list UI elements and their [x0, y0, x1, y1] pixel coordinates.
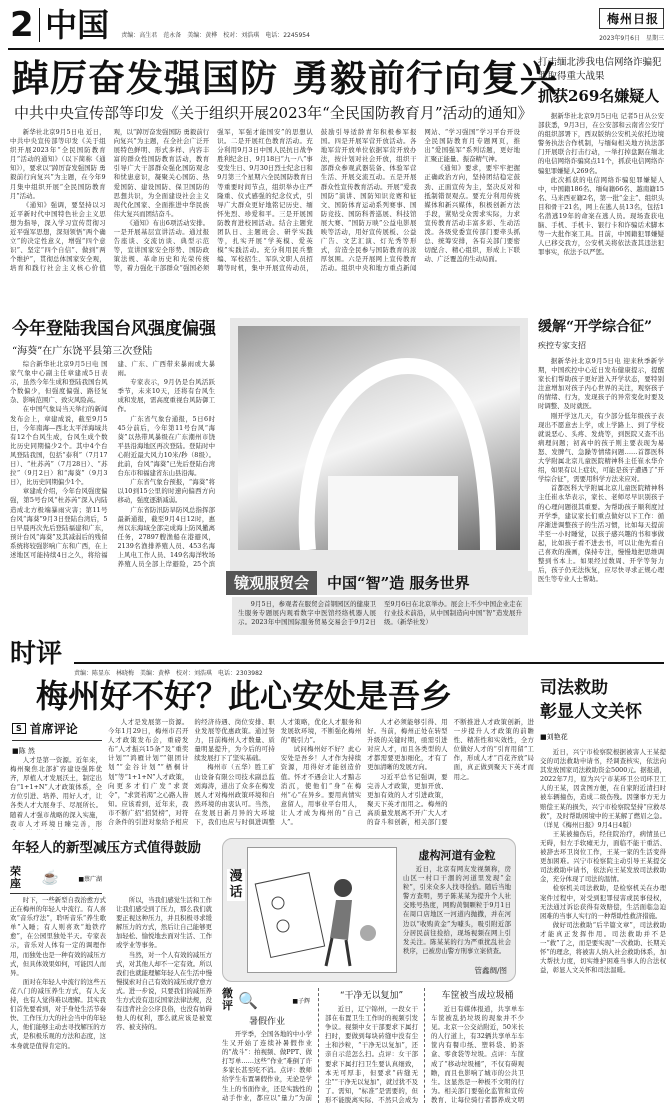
typhoon-subheadline: “海葵”在广东饶平县第三次登陆: [12, 346, 153, 357]
micro-item-title: “干净无以复加”: [339, 991, 404, 1001]
paragraph: 《通知》布出6项活动安排。一是开展基层宣讲活动。通过报告座谈、交流访谈、典型示范等，宣讲国家安全形势、国防政策法规、革命历史和光荣传统等，着力强化干部群众“强国必须强军，军强才能国安”的思想认识。二是开展红色教育活动。充分利用9月3日中国人民抗日战争胜利纪念日、9月18日“九一八”事变发生日、9月30日烈士纪念日和9月第三个星期六全民国防教育日等重要时间节点，组织举办庄严隆重、仪式感强的纪念仪式，引导广大群众更好地铭记历史、缅怀先烈、珍爱和平。三是开展国防教育进校园活动。结合主题党团队日、主题班会、研学实践等，扎实开展“学英模、爱英模”实践活动。充分利用民兵整编、军校招生、军队文职人员招聘等时机，集中开展宣传动员，鼓励引导适龄青年积极参军报国。四是开展军营开放活动。各地军营开放单位依据军营开放办法，按计划对社会开放，组织干部群众参观武器装备、体验军营生活、开展交流互动。五是开展群众性宣传教育活动。开展“爱我国防”演讲、国防知识竞赛和征文、国防体育运动系列赛事、国防竞技、国防科普巡展、科技馆展大赛、“国防万映”公益电影展映等活动，用好宣传展板、公益广告、文艺汇演、灯光秀等形式，营造全民参与国防教育的浓厚氛围。六是开展网上宣传教育活动。组织中央和地方重点新闻网站、“学习强国”学习平台开设全民国防教育月专题网页，推出“爱国强军”系列话题，更好地汇聚正能量、振奋精气神。: [113, 128, 520, 273]
paragraph: 习近平总书记强调，要完善人才政策，更加开放、更加有效的人才引进政策，聚天下英才而用之。梅州的高质量发展离不开广大人才的奋斗和创新，相关部门要不断推进人才政策创新，进一步提升人才政策的前瞻性、精准性和实效性，全方位做好人才的“引育用留”工作，形成人才“百花齐放”局面，真正做到聚天下英才而用之。: [367, 718, 534, 827]
commentary-section-title: 时评: [10, 639, 63, 669]
author: ■刘艳花: [540, 733, 568, 741]
caption-text: 9月5日，参观者在服贸会首钢园区的健康卫生服务专题展内观看数字中医馆经络机器人展示。2023年中国国际服务贸易交易会于9月2日至9月6日在北京举办。展会上不少中国企业走在行业技术前沿，从中国制造向中国“智”造发展升级。: [238, 600, 522, 627]
paragraph: 新华社北京9月5日电 近日，中共中央宣传部等印发《关于组织开展2023年“全民国防教育月”活动的通知》（以下简称《通知》），要求以“踔厉奋发强国防 勇毅前行向复兴”为主题，在今年9月集中组织开展“全民国防教育月”活动。: [10, 128, 106, 200]
paragraph: 专家表示，9月仍是台风活跃季节，未来10天，还将有台风生成和发展，需高度重视台风防御工作。: [117, 378, 215, 414]
column-name: 微评: [222, 987, 233, 1012]
micro-item-title: 车筐被当成垃圾桶: [441, 991, 514, 1001]
relax-body: [10, 896, 212, 1096]
author: ■陈 然: [12, 747, 35, 755]
judicial-headline-1: 司法救助: [540, 678, 608, 698]
paragraph: 人才是发展第一资源。今年1月29日，梅州市召开人才政策发布会，重磅发布“人才振兴15条”及“重奖计划”“鸿雁计划”“银团计划”“金谷计划”“梧桐计划”等“1+1+N”人才政策，向更多才们广发“求贤令”，“求贤若渴”之心路人皆知。应该看到，近年来，我市不断广招“招贤榜”，对符合条件的引进对象给予相应的经济待遇、岗位安排、职业发展等优惠政策。通过努力，目前梅州人才数量、质量明显提升，为今后的可持续发展打下了坚实基础。: [108, 718, 275, 827]
paragraph: 广东省气象台通报，5日6时45分前后，今年第11号台风“海葵”以热带风暴级在广东潮州市饶平县沿海地区再次登陆。登陆时中心附近最大风力10米/秒（8级）。此前，台风“海葵”已先后登陆台湾台东市和福建省东山县沿海。: [117, 414, 215, 478]
issue-date: 2023年9月6日 星期三: [599, 35, 664, 42]
cartoon-box: [222, 838, 516, 982]
paragraph: 广东省气象台预报，“海葵”将以10到15公里的时速向偏西方向移动，强度逐渐减弱。: [117, 478, 215, 505]
micro-item: [318, 988, 418, 1103]
paragraph: 面对在年轻人中流行的这些五花八门的减压养生方式，有人支持，也有人觉得难以理解。其实我们首先要看到，对于身处生活节奏快、工作压力大的社会当中的年轻人，他们能够主动去寻找解压的方式，是积极乐观的方法和态度，这本身就是值得肯定的。: [10, 977, 106, 1050]
lead-body: [10, 128, 520, 304]
paragraph: 检察机关司法救助，是检察机关在办理案件过程中，对受到犯罪侵害或民事侵权，无法通过诉讼获得有效赔偿，生活面临急迫困难的当事人实行的一种帮助性救济措施。: [540, 884, 666, 920]
paragraph: 梅州市（五华）胜工矿山设备有限公司技术副总监刘海涛，道出了众多在梅发展人才对梅州政策环境和自然环境的由衷认可。当然，在发展日新月异的大环境下，我们也应与时俱进调整人才策略，优化人才服务和发展软环境，不断强化梅州的“吸引力”。: [194, 718, 362, 827]
relax-headline: 年轻人的新型减压方式值得鼓励: [12, 840, 201, 856]
paragraph: 时下，一些新型自我治愈方式正在梅州的年轻人中流行。有人喜欢“音乐疗法”，聆听音乐“养生歌单”入睡；有人则喜欢“地铁疗愈”，在公园里独处半天。专家表示，音乐对人体有一定的调理作用，而独处也是一种有效的减压方式，但具体效果如何，可能因人而异。: [10, 896, 106, 977]
paragraph: 所以，当我们感觉生活和工作让我们感受到了压力，那么我们就要正视这种压力，并且积极寻求缓解压力的方式，然后让自己能够更加轻松、愉悦地去面对生活、工作或学业等事务。: [116, 896, 212, 950]
micro-item: [424, 988, 524, 1103]
header-rule: [8, 48, 664, 50]
paragraph: 做好司法救助“后半篇文章”，司法救助才能真正发挥作用。司法救助并不是一“救”了之，而是要实现“一次救助、长期关怀”的理念，将被害人纳入社会救助体系，加大帮扶力度，切实维护困难当事人的合法权益，彰显人文关怀和司法温暖。: [540, 920, 666, 975]
paragraph: 广东省防汛防旱防风总指挥部最新通报，截至9月4日12时，惠州以东海域全部完成海上防风撤离任务，27897艘渔船在港避风，2139名渔排养殖人员、453名海上风电工作人员、149名海洋牧场养殖人员全部上岸避险，25个滨: [117, 505, 215, 569]
relax-column-header: [10, 866, 102, 894]
school-article: [538, 318, 664, 595]
paragraph: 《通知》强调，要坚持以习近平新时代中国特色社会主义思想为指导，深入学习宣传贯彻习近平强军思想，深刻领悟“两个确立”的决定性意义，增强“四个意识”、坚定“四个自信”、做到“两个维护”，贯彻总体国家安全观，培育和践行社会主义核心价值观，以“踔厉奋发强国防 勇毅前行向复兴”为主题，在全社会广泛开展特色鲜明、形式多样、内容丰富的群众性国防教育活动，教育引导广大干部群众强化国防观念和忧患意识，凝聚关心国防、热爱国防、建设国防、保卫国防的思想共识，为全面建设社会主义现代化国家、全面推进中华民族伟大复兴而团结奋斗。: [10, 128, 210, 273]
micro-item-body: 近日有媒体报道，共享单车车筐被乱扔垃圾的现象并不少见。北京一公交站附近，50米长的人行道上，有32辆共享单车车筐内有餐巾纸、塑料袋、奶茶盒、零食袋等垃圾。点评：车筐成了“移动垃圾桶”，不仅有碍观瞻，而且也影响了城市的公共卫生。这显然是一种极不文明的行为。相关部门要强化监管和宣传教育，让每位骑行者都养成文明: [431, 1005, 524, 1103]
commentary-headline: 梅州好不好？此心安处是吾乡: [36, 677, 453, 715]
judicial-headline-2: 彰显人文关怀: [540, 702, 642, 722]
paragraph: 人才是第一资源。近年来，梅州聚焦北部扩容建设强阵优齐，厚植人才发展沃土，制定出台“1+1+N”人才政策体系，全方位引进、培养、用好人才，让各类人才大展身手、尽展所长。随着人才强市战略的深入实施，我市人才环境日臻完善，形: [10, 756, 102, 828]
photo-banner: [226, 571, 532, 595]
cartoon-text: 近日，北京有网友发视频称，房山区一村口干涸的河道里发现“金粒”，引来众多人找寻捡拾。随后当地警方查明，男子陈某某为提升个人社交账号热度，网购黄铜颗粒于9月1日在周口店地区一河道内抛撒，并在河边以“收购黄金”为噱头，吸引附近部分居民前往捡拾，现场视频在网上引发关注。陈某某的行为严重扰乱社会秩序，已被房山警方刑事立案侦查。: [403, 865, 511, 955]
paragraph: 在中国气象局当天举行的新闻发布会上，章建成说，截至9月5日，今年南海—西北太平洋海域共有12个台风生成，台风生成个数比历史同期偏少2个。其中4个台风登陆我国，包括“泰利”（7月17日）、“杜苏芮”（7月28日）、“苏拉”（9月2日）和“海葵”（9月3日），比历史同期偏少1个。: [10, 405, 108, 487]
cartoon-illustration: [247, 847, 397, 973]
section-rule: [74, 662, 664, 664]
commentary-intro: [10, 756, 102, 830]
fraud-kicker: 打击缅北涉我电信网络诈骗犯罪取得重大战果: [538, 57, 662, 82]
chief-commentary-column: [12, 720, 102, 759]
cartoon-credit: 管鑫绸/图: [474, 966, 507, 975]
coffee-cup-icon: ☕: [41, 870, 59, 886]
micro-column-header: [222, 988, 310, 1012]
newspaper-logo: [599, 8, 664, 42]
paragraph: 近日，兴宁市检察院根据被害人王某提交的司法救助申请书，经调查核实，依法向其发放国家司法救助资金5000元。据报道，2022年7月，原为兴宁市某环卫公司环卫工人的王某，因贪图方便，在自家附近清扫时被车辆撞伤，造成二级伤残。因肇事方无力赔偿王某的损失，兴宁市检察院坚持“应救尽救”，及时帮助困境中的王某解了燃眉之急。（详见《梅州日报》9月4日4版）: [540, 748, 666, 829]
banner-title: 中国“智”造 服务世界: [317, 571, 532, 595]
page-credits: 责编：高生君 范永备 美编：黄桦 校对：刘浩琪 电话：2245954: [121, 32, 310, 39]
cartoon-label: 漫话: [227, 869, 245, 901]
micro-item-body: 近日，辽宁锦州，一段女干部在布置卫生工作时的视频引发争议。视频中女干部要求下属打扫时，要做到每块砖缝中没有尘土和沙粒，“干净无以复加”，还亲自示范怎么扫。点评：女干部要求下属打扫卫生要认真细致，本无可厚非，但要求“砖缝无尘”“干净无以复加”，就过犹不及了。需知，“标准”是需要的，但形不能脱离实际，不然只会成为: [325, 1005, 418, 1103]
page-number: 2: [10, 5, 34, 45]
micro-item-title: 暑假作业: [248, 1017, 285, 1027]
paragraph: 此次抓获的电信网络诈骗犯罪嫌疑人中，中国籍186名、缅甸籍66名、越南籍15名、马来西亚籍2名，第一批“金主”、组织头目和骨干21名，网上在逃人员13名，包括1名潜逃19年的命案在逃人员。现场查获电脑、手机、手机卡、银行卡和诈骗话术脚本等一大批作案工具。目前，中国籍犯罪嫌疑人已移交我方，公安机关将依法查其违法犯罪事实，依法予以严惩。: [538, 175, 664, 257]
masthead: [10, 5, 310, 45]
paragraph: 试问梅州好不好？此心安处是吾乡！人才作为持续资源，用得好才能创造价值。怀才不遇会让人才黯志消沉，使他们“身”在梅州“心”在异乡。要用真情实意留人，用事业平台用人，让人才成为梅州的“自己人”。: [280, 745, 362, 827]
expo-photo: [238, 326, 520, 550]
paragraph: 据新华社北京9月5日电 记者5日从公安部获悉，9月3日，在公安部和云南省公安厅的组织部署下，西双版纳公安机关依托边境警务执法合作机制，与缅甸相关地方执法部门开展联合打击行动，一举打掉盘踞在缅北的电信网络诈骗窝点11个，抓获电信网络诈骗犯罪嫌疑人269名。: [538, 112, 664, 175]
section-name: 中国: [45, 6, 110, 44]
paragraph: 据新华社北京9月5日电 迎来秋季新学期，中国疾控中心近日发布健康提示，提醒家长们帮助孩子更好进入开学状态，要特别注意增加对孩子内心世界的关注，观察孩子的情绪、行为，发现孩子的异常变化时要及时调整、及时就医。: [538, 357, 664, 411]
typhoon-headline: 今年登陆我国台风强度偏强: [12, 319, 216, 339]
school-headline: 缓解“开学综合征”: [538, 319, 653, 335]
banner-label: 镜观服贸会: [226, 571, 317, 595]
paragraph: 人才必须能够引得、用好。当前，梅州正处在转型升级的关键时期，亟需引进对应人才，而且各类型的人才都需要更加细化，才有了更加清晰的发展方向。: [367, 718, 448, 772]
lead-headline: 踔厉奋发强国防 勇毅前行向复兴: [12, 56, 558, 100]
photo-feature: [230, 318, 528, 576]
paragraph: 综合新华社北京9月5日电 国家气象中心副主任章建成5日表示，虽然今年生成和登陆我国台风个数偏少，但强度偏强、路径复杂、影响范围广、致灾风险高。: [10, 360, 108, 405]
laptop-icon: S: [12, 723, 26, 734]
cartoon-title: 虚构河道有金粒: [418, 849, 496, 862]
logo-text: 梅州日报: [599, 8, 664, 29]
paragraph: 刚开学这几天，有少部分低年级孩子表现出不愿意去上学，或上学路上、到了学校就说恶心、头疼、发烧等，到医院又查不出病理问题；初高中的孩子则主要表现为易怒、发脾气、急躁等情绪问题……首都医科大学附属北京儿童医院精神科主任崔永华介绍，如果有以上症状，可能是孩子遭遇了“开学综合征”，需要用科学方法来应对。: [538, 411, 664, 484]
typhoon-body: [10, 360, 215, 570]
micro-item-body: 开学季，全国各地的中小学生又开始了连续补暑假作业的“战斗”：拍视频、做PPT、做打写单……这些“作业”难倒了许多家长甚至吃不消。点评：教师给学生布置暑假作业，无论是学生上的书面作业，还是实践性的动手作业，都应以“量力”为前: [222, 1030, 312, 1102]
author: ■蔡广湖: [78, 875, 102, 883]
paragraph: 《通知》要求，要牢牢把握正确政治方向，坚持团结稳定鼓劲、正面宣传为主，坚决反对和抵制错误观点。要充分利用传统媒体和新兴媒体，积极创新方法手段，紧贴受众需求实际，力求宣传教育活动丰富多彩、生动活泼。各级党委宣传部门要牵头抓总、统筹安排，各有关部门要密切配合、精心组织，形成上下联动、广泛覆盖的生动局面。: [424, 164, 520, 264]
paragraph: 王某被撞伤后，经住院治疗，病情虽已无碍，但左手软瘫无力，面临不能干重活、被辞去环卫岗位工作，王某一家的生活变得更加困难。兴宁市检察院主动引导王某提交司法救助申请书，依法向王某发放司法救助金，充分体现了司法的温情。: [540, 829, 666, 884]
column-name: 首席评论: [29, 722, 78, 736]
lead-subheadline: 中共中央宣传部等印发《关于组织开展2023年“全民国防教育月”活动的通知》: [14, 104, 533, 122]
photo-credit: （新华社发）: [396, 618, 432, 627]
paragraph: 首都医科大学附属北京儿童医院精神科主任崔永华表示，家长、老师尽早识别孩子的心理问题很其重要。为帮助孩子顺利度过开学季，建议家长们重点做好以下工作：循序渐进调整孩子的生活习惯，比如每天提前半至一小时睡觉，以孩子感兴趣的书和事做起，比如孩子看不进去书，可以让他先看自己喜欢的漫画，保持专注，慢慢地把思维调整到书本上。如果经过数周、开学等努力后，孩子仍无法恢复，应尽快寻求正规心理医生等专业人士帮助。: [538, 484, 664, 584]
photo-caption: [232, 597, 528, 635]
commentary-body: [108, 718, 534, 830]
paragraph: 当然，对一个人有效的减压方式，对其他人却不一定有效。所以我们也就能理解年轻人在生活中慢慢摸索对自己有效的减压或疗愈方式。进一步说，只要我们的减压养生方式没有违反国家法律法规，没有违背社会公序良俗，也没有妨碍他人的权利，那么就应该是被宽容、被支持的。: [116, 950, 212, 1032]
judicial-article: [540, 676, 666, 1088]
commentary-credits: 责编：陈显东 林晓梅 美编：黄桦 校对：刘浩琪 电话：2303982: [74, 670, 263, 677]
author: ■子辉: [292, 997, 310, 1005]
paragraph: 章建成介绍，今年台风强度偏强，第5号台风“杜苏芮”深入内陆造成北方极端暴雨灾害；第11号台风“海葵”9月3日登陆台湾后，5日早晨再次先后登陆福建和广东，预计台风“海葵”及其减弱后的残留系统将较强影响广东和广西，在上述地区可能持续4日之久，将给福建、广东、广西带来暴雨或大暴雨。: [10, 360, 215, 559]
fraud-headline: 抓获269名嫌疑人: [538, 87, 660, 105]
fraud-article: [538, 56, 664, 318]
magnifier-icon: 🔍: [238, 990, 258, 1010]
column-name: 荣座: [10, 865, 21, 890]
school-subheadline: 疾控专家支招: [538, 341, 586, 350]
micro-item: [222, 1014, 312, 1102]
column-header: [12, 720, 102, 741]
